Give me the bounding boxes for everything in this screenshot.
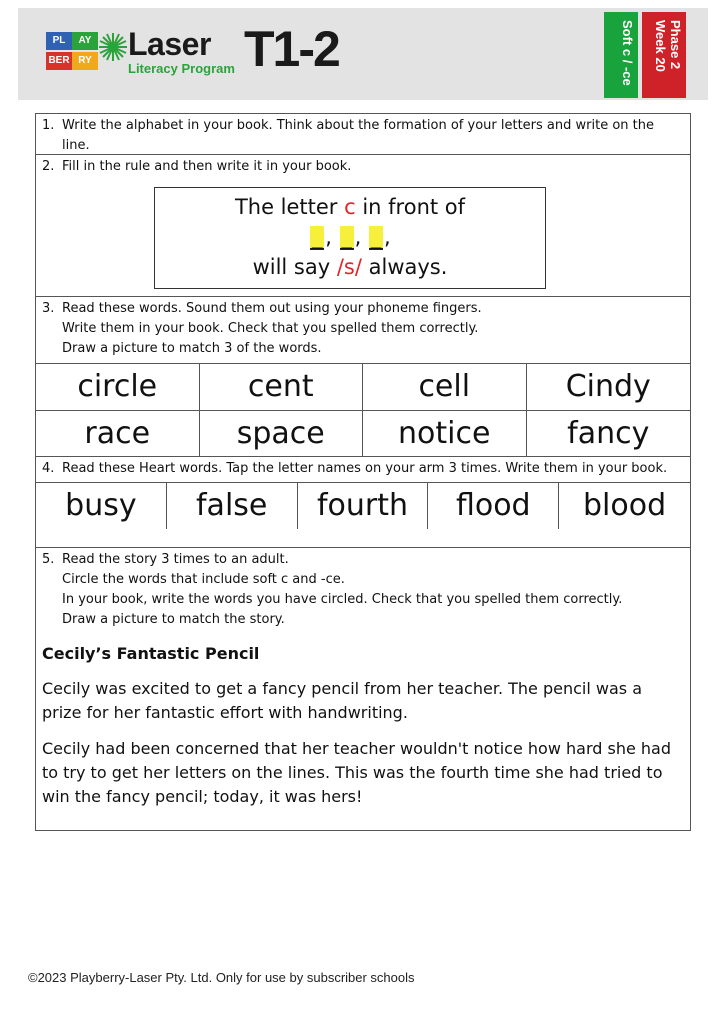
instruction-text: Draw a picture to match the story. [62,612,285,627]
fill-blank[interactable]: _ [312,225,323,249]
word-cell: Cindy [527,364,691,411]
section-number: 4. [42,461,55,476]
word-cell: cell [363,364,527,411]
instruction-text: Read the story 3 times to an adult. [62,552,289,567]
phase-week-tab: Phase 2 Week 20 [642,12,686,98]
logo-tile: BER [46,52,72,70]
level-label: T1-2 [244,21,339,77]
section-words [36,297,690,457]
brand-name: Laser [128,26,211,62]
instruction [36,457,690,479]
story-paragraph: Cecily had been concerned that her teacher wouldn't notice how hard she had to try to get her letters on the lines. This was the fourth time she had tried to win the fancy pencil; today, it was hers! [42,739,671,806]
word-cell: cent [200,364,364,411]
instruction-text: Draw a picture to match 3 of the words. [62,341,322,356]
instruction [36,114,690,156]
section-heart-words [36,457,690,548]
fill-blank[interactable]: _ [370,225,382,249]
instruction [36,155,690,177]
word-cell: circle [36,364,200,411]
rule-box [154,187,546,289]
section-alphabet [36,114,690,155]
instruction-text: Read these words. Sound them out using your phoneme fingers. [62,301,482,316]
rule-text: always. [361,255,448,279]
rule-separator: , [325,225,332,249]
worksheet [35,113,691,831]
instruction-text: Write them in your book. Check that you spelled them correctly. [62,321,479,336]
rule-line-1 [155,192,545,222]
word-cell: false [167,483,298,529]
heart-word-grid [36,482,690,529]
story-paragraph: Cecily was excited to get a fancy pencil from her teacher. The pencil was a prize for her fantastic effort with handwriting. [42,679,642,722]
word-cell: race [36,411,200,457]
word-cell: space [200,411,364,457]
word-cell: notice [363,411,527,457]
fill-blank[interactable]: _ [341,225,352,249]
section-number: 1. [42,118,55,133]
rule-blanks [155,222,545,252]
section-rule [36,155,690,297]
instruction [36,548,690,630]
rule-separator: , [384,225,391,249]
brand-subtitle: Literacy Program [128,61,235,76]
laser-burst-icon [98,32,128,62]
word-cell: fourth [298,483,429,529]
instruction [36,297,690,359]
rule-line-3 [155,252,545,282]
rule-separator: , [354,225,362,249]
word-grid [36,363,690,457]
rule-text: The letter [234,195,345,219]
rule-text: in front of [355,195,466,219]
instruction-text: In your book, write the words you have circled. Check that you spelled them correctly. [62,592,623,607]
rule-sound: /s/ [336,255,362,279]
word-cell: busy [36,483,167,529]
section-number: 3. [42,301,55,316]
section-number: 5. [42,552,55,567]
section-number: 2. [42,159,55,174]
story-title: Cecily’s Fantastic Pencil [42,644,260,663]
word-cell: flood [428,483,559,529]
section-story [36,548,690,809]
playberry-laser-logo [46,21,346,86]
instruction-text: Circle the words that include soft c and -ce. [62,572,345,587]
instruction-text: Fill in the rule and then write it in your book. [62,159,352,174]
word-cell: blood [583,488,667,523]
word-cell: fancy [567,416,650,451]
instruction-text: Read these Heart words. Tap the letter names on your arm 3 times. Write them in your book. [62,461,668,476]
rule-letter: c [344,195,356,219]
page-header [18,8,708,100]
rule-text: will say [252,255,337,279]
instruction-text: Write the alphabet in your book. Think about the formation of your letters and write on the line. [62,118,654,153]
logo-tile: AY [72,32,98,50]
copyright-footer: ©2023 Playberry-Laser Pty. Ltd. Only for use by subscriber schools [28,970,415,985]
logo-tile: RY [72,52,98,70]
logo-tile: PL [46,32,72,50]
topic-tab: Soft c / -ce [604,12,638,98]
